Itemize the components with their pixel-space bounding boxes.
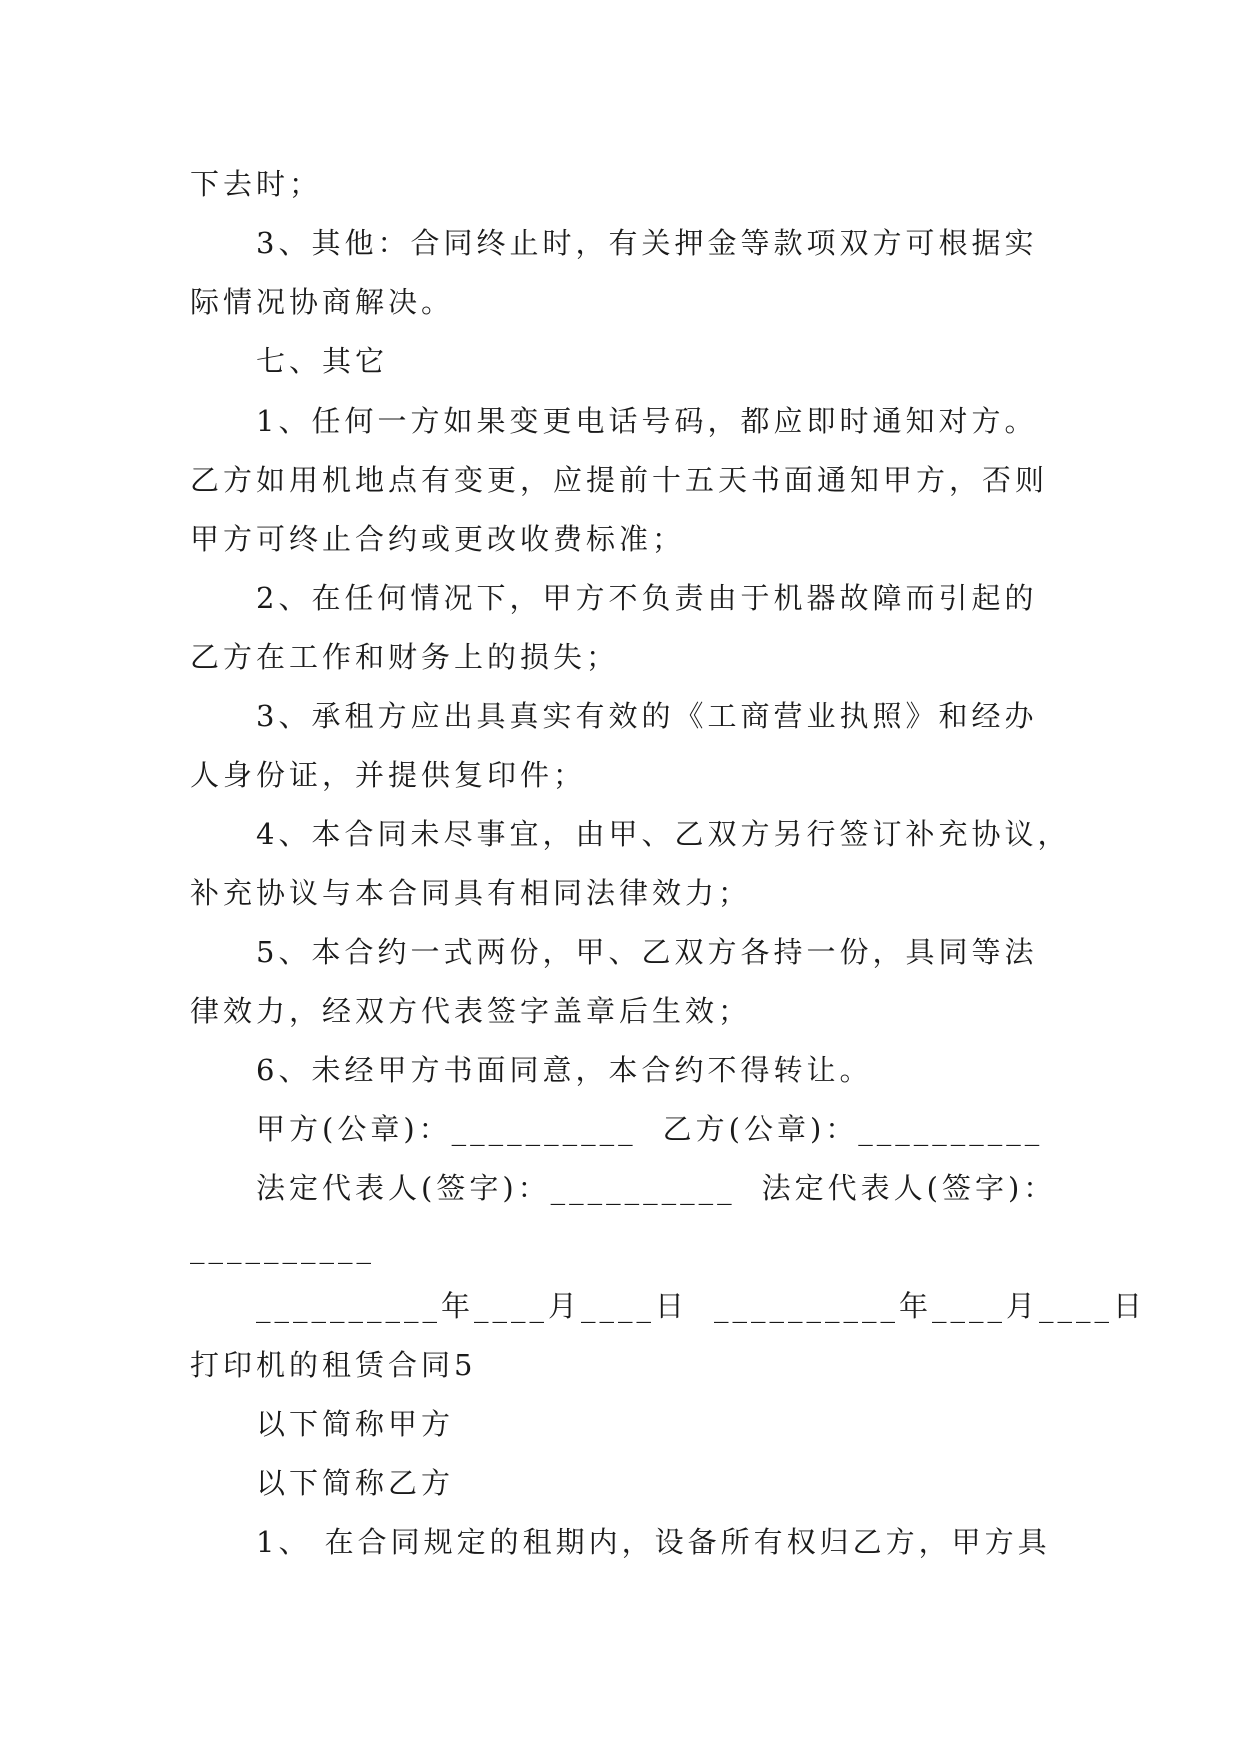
text-line: 甲方可终止合约或更改收费标准； bbox=[190, 522, 686, 556]
party-a-representative: 法定代表人(签字)：__________ bbox=[256, 1171, 736, 1205]
party-a-seal: 甲方(公章)：__________ bbox=[256, 1112, 637, 1146]
text-line: 1、 在合同规定的租期内，设备所有权归乙方，甲方具 bbox=[256, 1525, 1051, 1559]
text-line: 乙方在工作和财务上的损失； bbox=[190, 640, 620, 674]
text-line: 律效力，经双方代表签字盖章后生效； bbox=[190, 994, 752, 1028]
text-line: 6、未经甲方书面同意，本合约不得转让。 bbox=[256, 1053, 873, 1087]
text-line: 以下简称乙方 bbox=[256, 1466, 455, 1500]
contract-title: 打印机的租赁合同5 bbox=[190, 1348, 477, 1382]
text-line: 下去时； bbox=[190, 167, 323, 201]
party-a-date: __________年____月____日 bbox=[256, 1289, 689, 1323]
signature-seal-row bbox=[256, 1111, 1043, 1147]
text-line: 人身份证，并提供复印件； bbox=[190, 758, 587, 792]
party-b-representative: 法定代表人(签字)： bbox=[761, 1171, 1057, 1205]
text-line: 际情况协商解决。 bbox=[190, 285, 455, 319]
text-line: 以下简称甲方 bbox=[256, 1407, 455, 1441]
party-b-representative-blank: __________ bbox=[190, 1230, 375, 1264]
text-line: 3、承租方应出具真实有效的《工商营业执照》和经办 bbox=[256, 699, 1038, 733]
party-b-seal: 乙方(公章)：__________ bbox=[662, 1112, 1044, 1146]
text-line: 补充协议与本合同具有相同法律效力； bbox=[190, 876, 752, 910]
text-line: 1、任何一方如果变更电话号码，都应即时通知对方。 bbox=[256, 404, 1038, 438]
signature-date-row bbox=[256, 1288, 1146, 1324]
text-line: 4、本合同未尽事宜，由甲、乙双方另行签订补充协议， bbox=[256, 817, 1071, 851]
signature-rep-row bbox=[256, 1170, 1056, 1206]
text-line: 5、本合约一式两份，甲、乙双方各持一份，具同等法 bbox=[256, 935, 1038, 969]
section-heading: 七、其它 bbox=[256, 344, 389, 378]
text-line: 乙方如用机地点有变更，应提前十五天书面通知甲方，否则 bbox=[190, 463, 1049, 497]
text-line: 3、其他：合同终止时，有关押金等款项双方可根据实 bbox=[256, 226, 1038, 260]
party-b-date: __________年____月____日 bbox=[714, 1289, 1147, 1323]
text-line: 2、在任何情况下，甲方不负责由于机器故障而引起的 bbox=[256, 581, 1038, 615]
